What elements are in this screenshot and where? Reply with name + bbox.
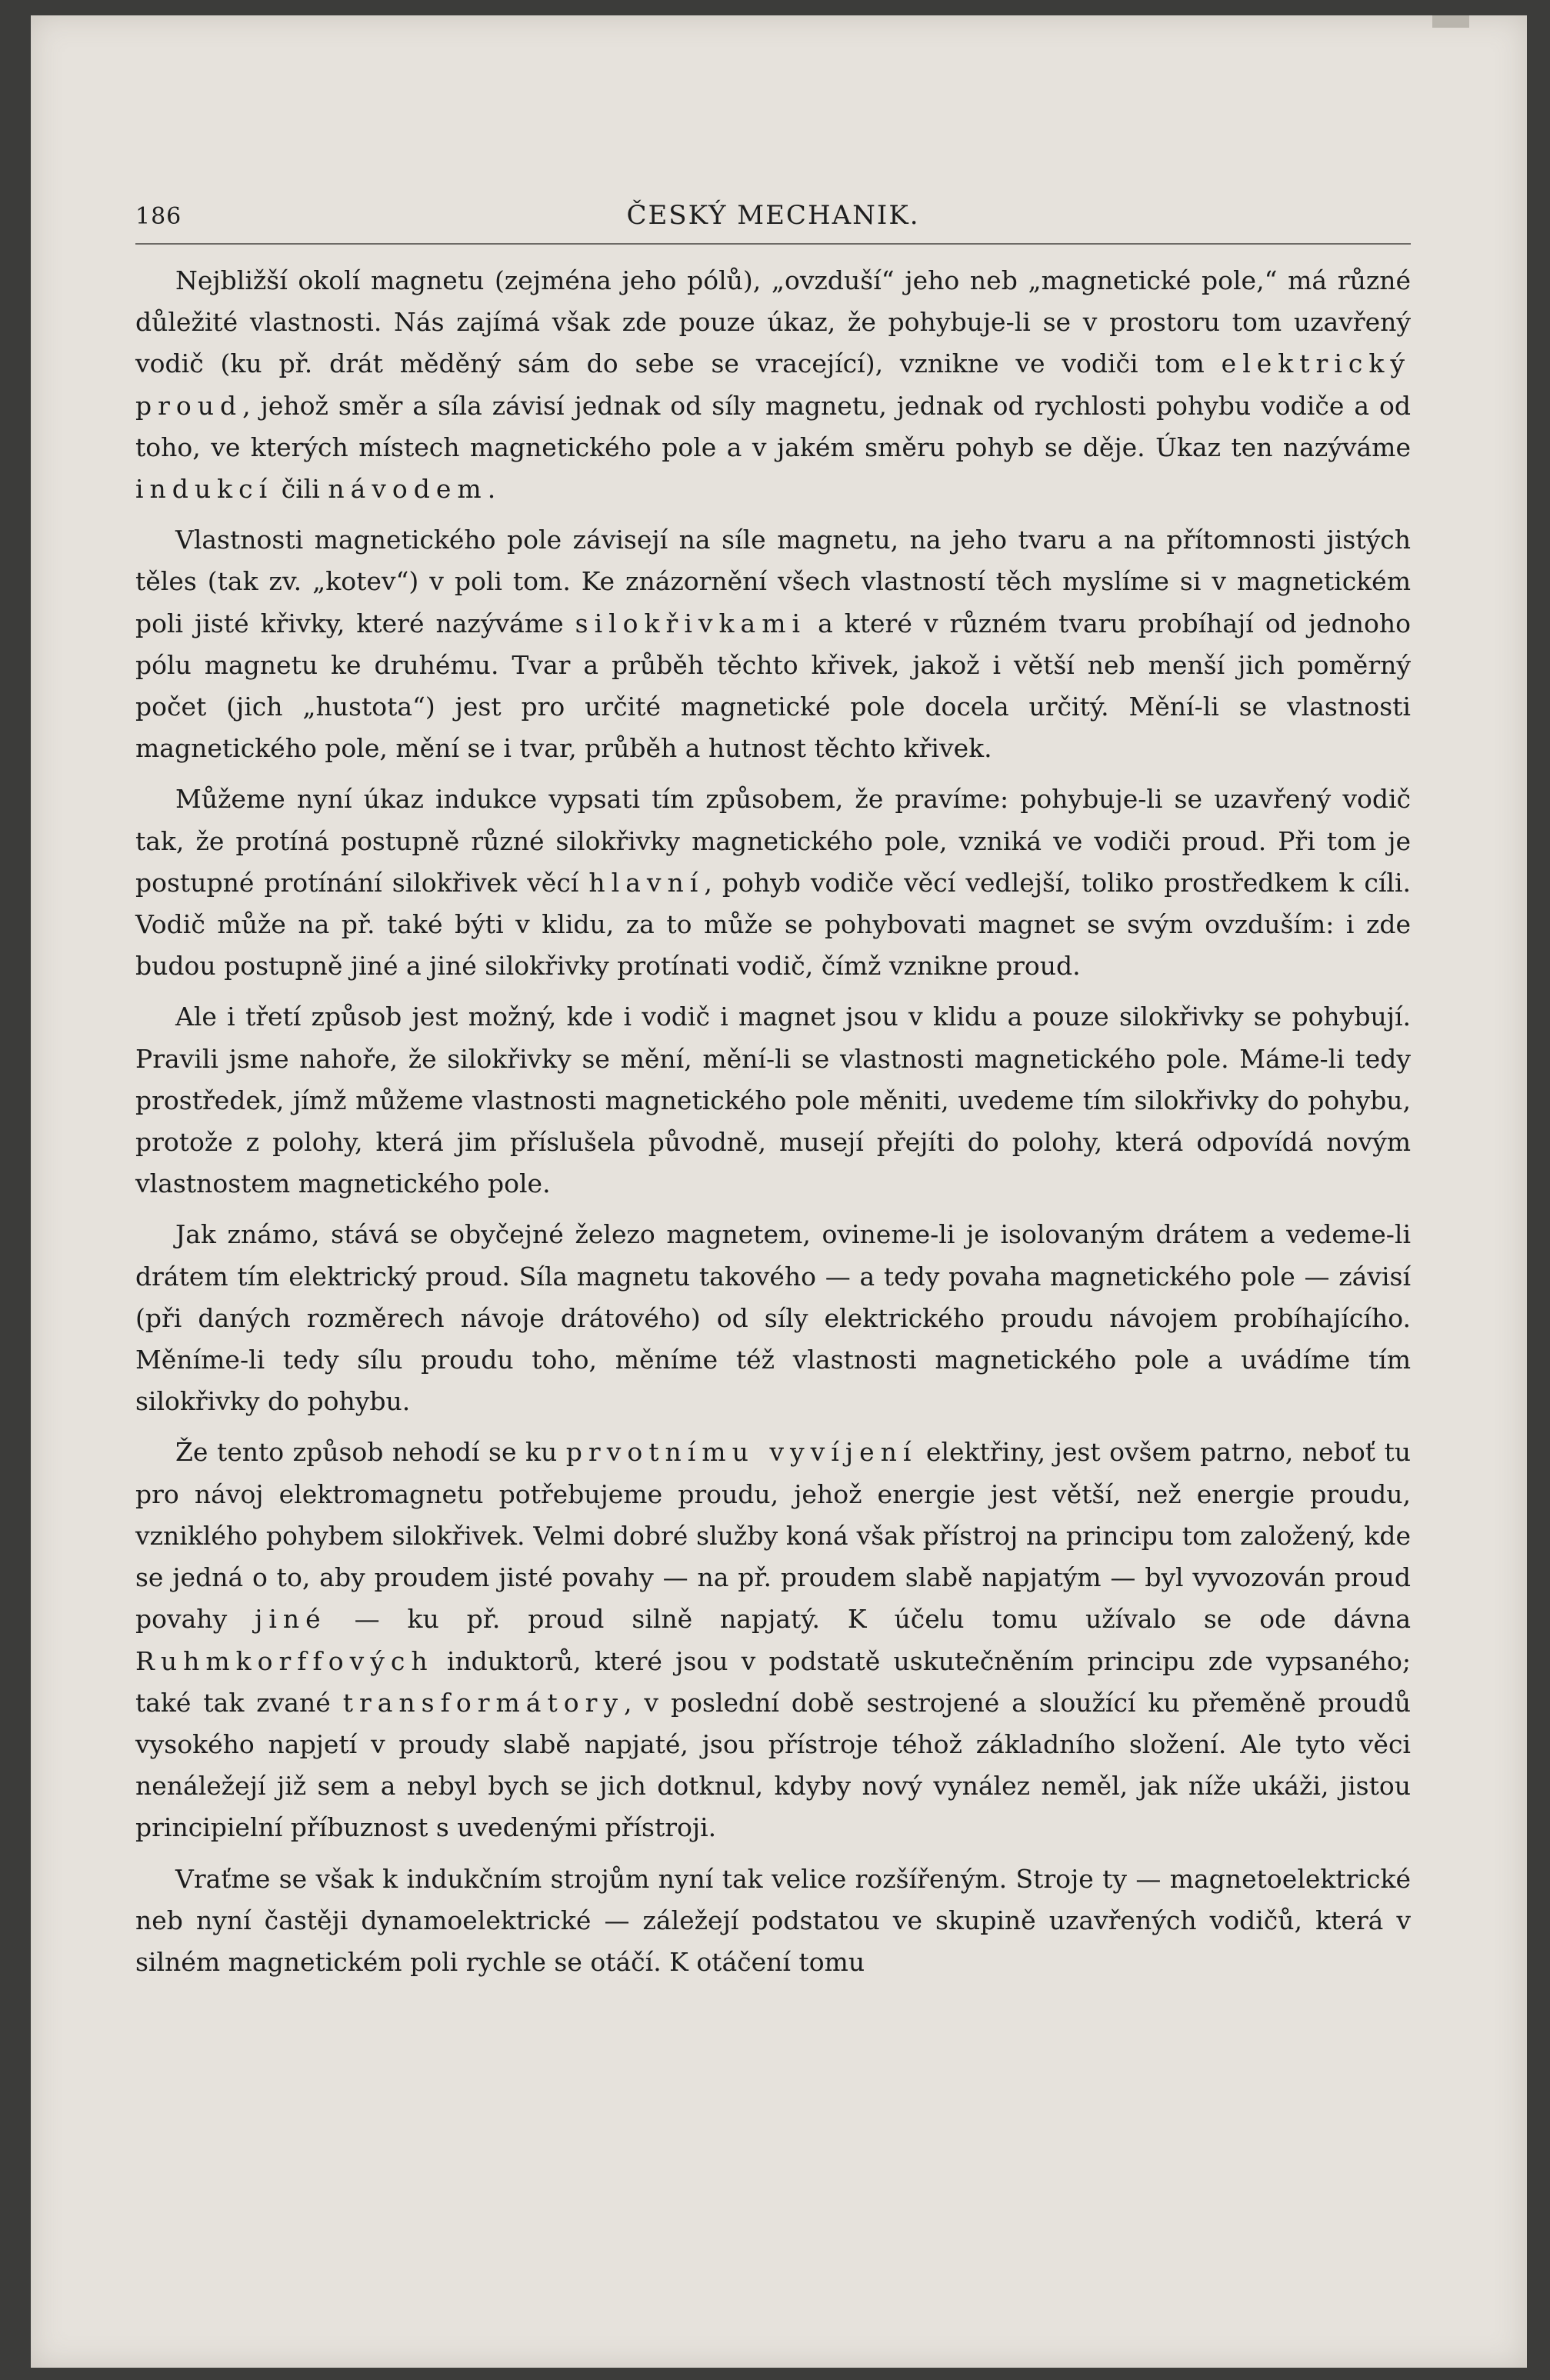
text-run: elektřiny, jest ovšem patrno, neboť tu pro návoj elektromagnetu potřebujeme proudu, jehož energie jest větší, než energie proudu, vzniklého pohybem silokřivek. Velmi dobré služby koná však přístroj na principu tom založený, kde se jedná o to, aby proudem jisté povahy — na př. proudem slabě napjatým — byl vyvozován proud povahy [135, 1437, 1411, 1635]
paragraph [135, 1432, 1411, 1848]
running-title: ČESKÝ MECHANIK. [626, 200, 920, 231]
spaced-emphasis: návodem [328, 474, 488, 505]
paragraph [135, 996, 1411, 1205]
text-run: , pohyb vodiče věcí vedlejší, toliko prostředkem k cíli. Vodič může na př. také býti v klidu, za to může se pohybovati magnet se svým ovzduším: i zde budou postupně jiné a jiné silokřivky protínati vodič, čímž vznikne proud. [135, 867, 1411, 982]
text-run: Můžeme nyní úkaz indukce vypsati tím způsobem, že pravíme: pohybuje-li se uzavřený vodič tak, že protíná postupně různé silokřivky magnetického pole, vzniká ve vodiči proud. Při tom je postupné protínání silokřivek věcí [135, 784, 1411, 898]
paragraph [135, 1214, 1411, 1422]
text-run: induktorů, které jsou v podstatě uskutečněním principu zde vypsaného; také tak zvané [135, 1645, 1411, 1718]
text-run: Vlastnosti magnetického pole závisejí na síle magnetu, na jeho tvaru a na přítomnosti jistých těles (tak zv. „kotev“) v poli tom. Ke znázornění všech vlastností těch myslíme si v magnetickém poli jisté křivky, které nazýváme [135, 525, 1411, 638]
text-run: Nejbližší okolí magnetu (zejména jeho pólů), „ovzduší“ jeho neb „magnetické pole,“ má různé důležité vlastnosti. Nás zajímá však zde pouze úkaz, že pohybuje-li se v prostoru tom uzavřený vodič (ku př. drát měděný sám do sebe se vracející), vznikne ve vodiči tom [135, 265, 1411, 379]
scan-edge-mark [1432, 15, 1469, 28]
spaced-emphasis: prvotnímu vyvíjení [565, 1437, 918, 1468]
text-run: Vraťme se však k indukčním strojům nyní tak velice rozšířeným. Stroje ty — magnetoelektrické neb nyní častěji dynamoelektrické — záležejí podstatou ve skupině uzavřených vodičů, která v silném magnetickém poli rychle se otáčí. K otáčení tomu [135, 1863, 1411, 1977]
page-header [135, 198, 1411, 237]
paragraph [135, 519, 1411, 769]
text-run: čili [273, 474, 328, 505]
spaced-emphasis: elektrický proud [135, 348, 1411, 421]
spaced-emphasis: hlavní [588, 867, 705, 898]
article-body [135, 260, 1411, 1992]
text-run: — ku př. proud silně napjatý. K účelu tomu užívalo se ode dávna [326, 1604, 1411, 1635]
spaced-emphasis: Ruhmkorffových [135, 1645, 434, 1676]
text-run: Ale i třetí způsob jest možný, kde i vodič i magnet jsou v klidu a pouze silokřivky se pohybují. Pravili jsme nahoře, že silokřivky se mění, mění-li se vlastnosti magnetického pole. Máme-li tedy prostředek, jímž můžeme vlastnosti magnetického pole měniti, uvedeme tím silokřivky do pohybu, protože z polohy, která jim příslušela původně, musejí přejíti do polohy, která odpovídá novým vlastnostem magnetického pole. [135, 1002, 1411, 1199]
spaced-emphasis: silokřivkami [575, 608, 807, 638]
text-run: Jak známo, stává se obyčejné železo magnetem, ovineme-li je isolovaným drátem a vedeme-li drátem tím elektrický proud. Síla magnetu takového — a tedy povaha magnetického pole — závisí (při daných rozměrech návoje drátového) od síly elektrického proudu návojem probíhajícího. Měníme-li tedy sílu proudu toho, měníme též vlastnosti magnetického pole a uvádíme tím silokřivky do pohybu. [135, 1219, 1411, 1417]
spaced-emphasis: transformátory [342, 1687, 624, 1718]
text-run: . [487, 474, 496, 505]
spaced-emphasis: jiné [255, 1604, 327, 1635]
paragraph [135, 260, 1411, 510]
page-number: 186 [135, 203, 182, 230]
text-run: , v poslední době sestrojené a sloužící ku přeměně proudů vysokého napjetí v proudy slabě napjaté, jsou přístroje téhož základního složení. Ale tyto věci nenáležejí již sem a nebyl bych se jich dotknul, kdyby nový vynález neměl, jak níže ukáži, jistou principielní příbuznost s uvedenými přístroji. [135, 1687, 1411, 1843]
paragraph [135, 778, 1411, 987]
header-rule [135, 243, 1411, 245]
text-run: , jehož směr a síla závisí jednak od síly magnetu, jednak od rychlosti pohybu vodiče a od toho, ve kterých místech magnetického pole a v jakém směru pohyb se děje. Úkaz ten nazýváme [135, 390, 1411, 462]
text-run: Že tento způsob nehodí se ku [175, 1437, 566, 1468]
spaced-emphasis: indukcí [135, 474, 274, 505]
text-run: a které v různém tvaru probíhají od jednoho pólu magnetu ke druhému. Tvar a průběh těchto křivek, jakož i větší neb menší jich poměrný počet (jich „hustota“) jest pro určité magnetické pole docela určitý. Mění-li se vlastnosti magnetického pole, mění se i tvar, průběh a hutnost těchto křivek. [135, 608, 1412, 764]
paragraph [135, 1858, 1411, 1984]
